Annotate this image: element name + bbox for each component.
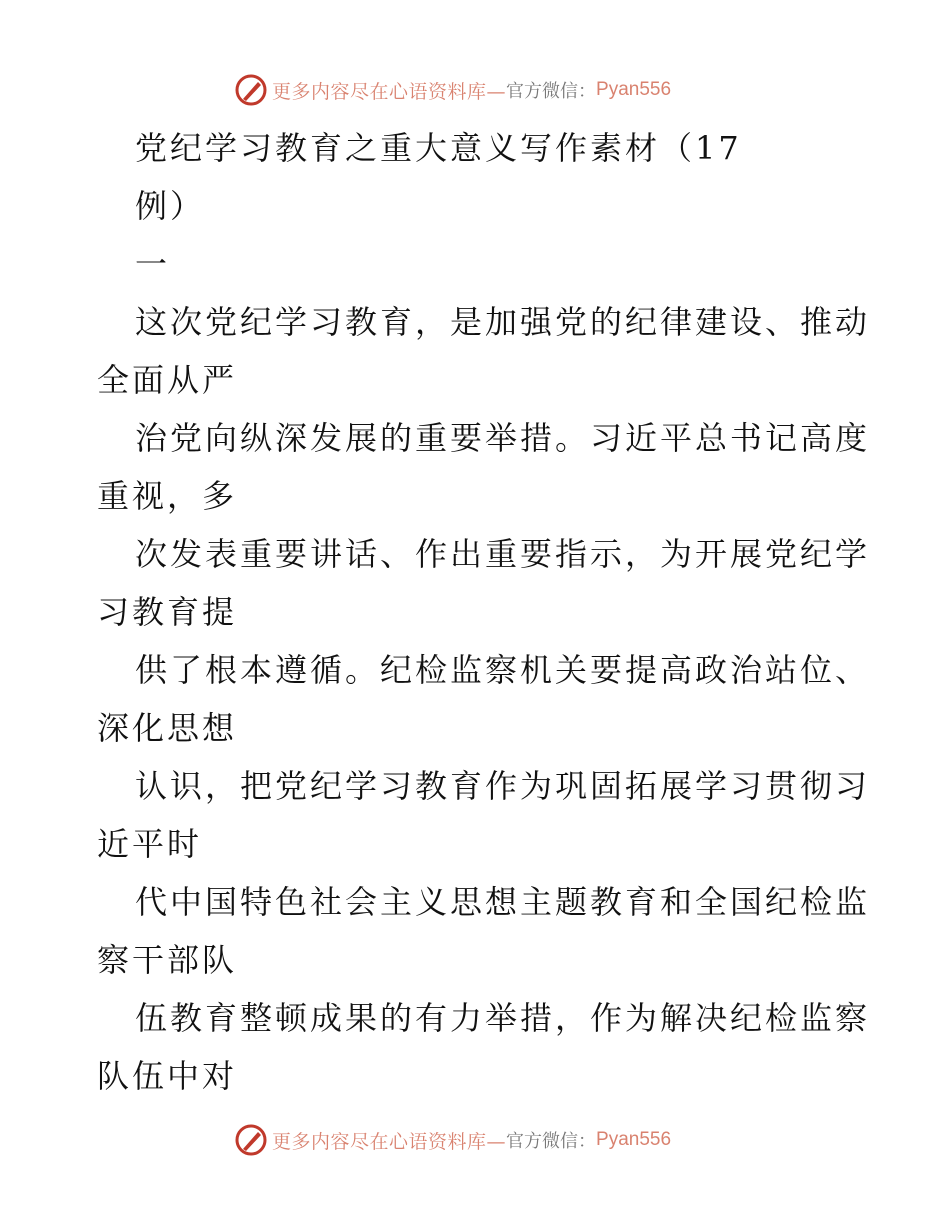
banner-wechat-id: Pyan556: [596, 1129, 672, 1150]
banner-label: 官方微信：: [506, 81, 597, 102]
text-line: 治党向纵深发展的重要举措。习近平总书记高度: [135, 419, 871, 457]
pen-logo-icon: [234, 1123, 268, 1157]
text-line: 代中国特色社会主义思想主题教育和全国纪检监: [135, 883, 871, 921]
banner-wechat-id: Pyan556: [596, 79, 672, 100]
footer-banner: [234, 1122, 671, 1158]
text-line: 近平时: [97, 825, 203, 863]
banner-label: 官方微信：: [506, 1131, 597, 1152]
text-line: 一: [135, 245, 171, 283]
document-title-line: 党纪学习教育之重大意义写作素材（17: [135, 129, 742, 167]
banner-site-text: 更多内容尽在心语资料库—: [272, 80, 507, 103]
text-line: 认识，把党纪学习教育作为巩固拓展学习贯彻习: [135, 767, 871, 805]
text-line: 供了根本遵循。纪检监察机关要提高政治站位、: [135, 651, 871, 689]
text-line: 习教育提: [97, 593, 238, 631]
pen-logo-icon: [234, 73, 268, 107]
text-line: 队伍中对: [97, 1057, 238, 1095]
text-line: 察干部队: [97, 941, 238, 979]
text-line: 次发表重要讲话、作出重要指示，为开展党纪学: [135, 535, 871, 573]
text-line: 伍教育整顿成果的有力举措，作为解决纪检监察: [135, 999, 871, 1037]
text-line: 全面从严: [97, 361, 238, 399]
header-banner: [234, 72, 671, 108]
banner-site-text: 更多内容尽在心语资料库—: [272, 1130, 507, 1153]
text-line: 这次党纪学习教育，是加强党的纪律建设、推动: [135, 303, 871, 341]
text-line: 深化思想: [97, 709, 238, 747]
document-title-line: 例）: [135, 187, 206, 225]
text-line: 重视，多: [97, 477, 238, 515]
